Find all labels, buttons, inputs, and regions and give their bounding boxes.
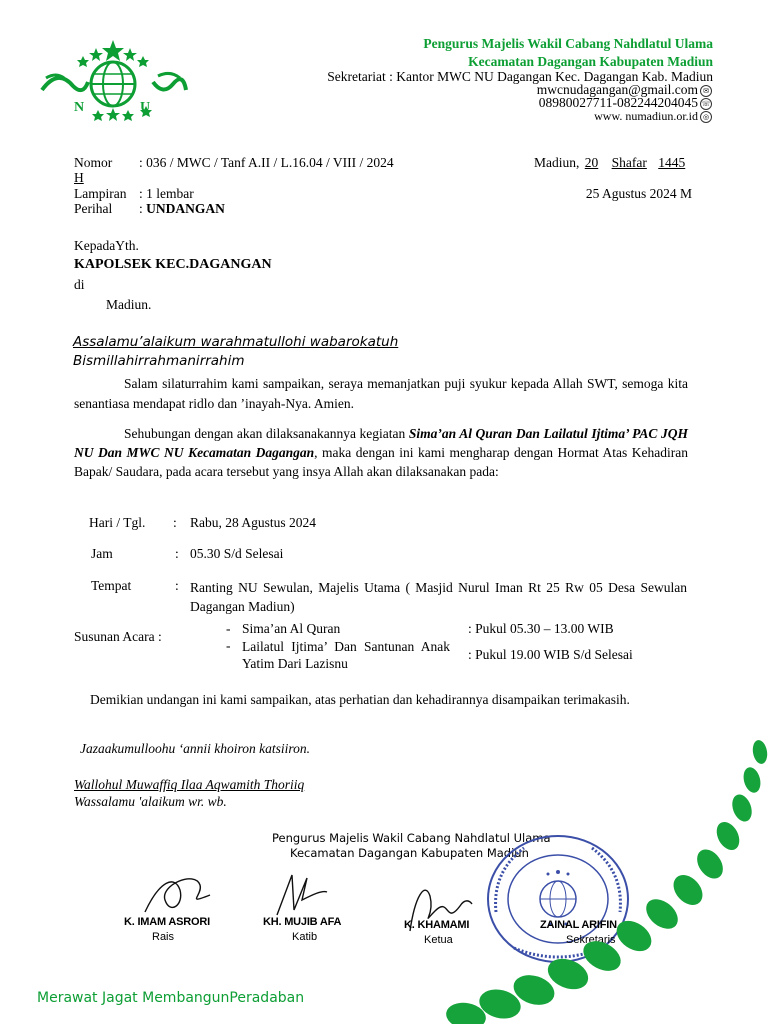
date-hijri-month: Shafar bbox=[611, 155, 647, 170]
signature-org-2: Kecamatan Dagangan Kabupaten Madiun bbox=[290, 846, 529, 860]
recipient-di: di bbox=[74, 277, 85, 292]
paragraph-1: Salam silaturrahim kami sampaikan, seraya memanjatkan puji syukur kepada Allah SWT, semoga kita senantiasa mendapat ridlo dan ’inayah-Nya. Amien. bbox=[74, 376, 688, 411]
place-label: Tempat bbox=[91, 578, 132, 593]
date-masehi: 25 Agustus 2024 M bbox=[585, 186, 692, 201]
header-secretariat: Sekretariat : Kantor MWC NU Dagangan Kec. Dagangan Kab. Madiun bbox=[327, 69, 713, 84]
logo-letter-u: U bbox=[140, 100, 151, 115]
signer-3-name: K. KHAMAMI bbox=[404, 919, 470, 931]
kepada: KepadaYth. bbox=[74, 238, 139, 253]
agenda-item-1-name: Sima’an Al Quran bbox=[242, 621, 341, 636]
nomor-label: Nomor bbox=[74, 155, 113, 170]
day-label: Hari / Tgl. bbox=[89, 515, 146, 530]
header-line-2: Kecamatan Dagangan Kabupaten Madiun bbox=[468, 54, 713, 69]
recipient-name: KAPOLSEK KEC.DAGANGAN bbox=[74, 257, 272, 272]
day-value: Rabu, 28 Agustus 2024 bbox=[190, 515, 317, 530]
agenda-item-1-dash: - bbox=[226, 621, 231, 636]
perihal-label: Perihal bbox=[74, 201, 113, 216]
paragraph-2 bbox=[74, 424, 688, 481]
signer-2-role: Katib bbox=[292, 931, 318, 943]
signer-4-name: ZAINAL ARIFIN bbox=[540, 919, 617, 931]
closing-paragraph: Demikian undangan ini kami sampaikan, atas perhatian dan kehadirannya disampaikan terimakasih. bbox=[90, 692, 630, 707]
nu-globe-icon bbox=[38, 38, 188, 123]
paragraph-2-start: Sehubungan dengan akan dilaksanakannya kegiatan bbox=[124, 426, 409, 441]
nomor-value: : 036 / MWC / Tanf A.II / L.16.04 / VIII / 2024 bbox=[139, 155, 394, 170]
event-name: Sima’an Al Quran Dan Lailatul Ijtima’ PAC JQH NU Dan MWC NU Kecamatan Dagangan bbox=[74, 426, 688, 460]
rope-decoration-icon bbox=[430, 740, 768, 1024]
nu-logo bbox=[38, 38, 188, 123]
date-hijri bbox=[534, 155, 685, 171]
email-icon: ✉ bbox=[700, 85, 712, 97]
date-city: Madiun, bbox=[534, 155, 580, 170]
date-hijri-day: 20 bbox=[584, 155, 599, 170]
agenda-item-2-time: : Pukul 19.00 WIB S/d Selesai bbox=[468, 647, 633, 662]
globe-icon: ◎ bbox=[700, 111, 712, 123]
place-value: Ranting NU Sewulan, Majelis Utama ( Masjid Nurul Iman Rt 25 Rw 05 Desa Sewulan Dagangan Madiun) bbox=[190, 580, 687, 614]
nomor-wrap: H bbox=[74, 170, 84, 185]
signature-scribble-1 bbox=[140, 870, 220, 920]
agenda-label: Susunan Acara : bbox=[74, 629, 162, 644]
time-colon: : bbox=[175, 546, 179, 561]
signer-2-name: KH. MUJIB AFA bbox=[263, 916, 342, 928]
place-colon: : bbox=[175, 578, 179, 593]
perihal-colon: : bbox=[139, 201, 147, 216]
header-website-row bbox=[412, 109, 712, 124]
bismillah: Bismillahirrahmanirrahim bbox=[73, 353, 245, 369]
header-website: www. numadiun.or.id bbox=[594, 109, 698, 123]
day-colon: : bbox=[173, 515, 177, 530]
logo-letter-n: N bbox=[74, 100, 85, 115]
header-phone: 08980027711-082244204045 bbox=[538, 95, 698, 110]
perihal-row bbox=[139, 201, 225, 217]
time-label: Jam bbox=[91, 546, 113, 561]
whatsapp-icon: ☏ bbox=[701, 99, 711, 108]
jazaa: Jazaakumulloohu ‘annii khoiron katsiiron. bbox=[80, 741, 310, 756]
header-email: mwcnudagangan@gmail.com bbox=[536, 82, 698, 97]
recipient-place: Madiun. bbox=[106, 297, 152, 312]
date-hijri-year: 1445 bbox=[658, 155, 686, 170]
salam: Assalamu’alaikum warahmatullohi wabarokatuh bbox=[73, 334, 399, 350]
perihal-value: UNDANGAN bbox=[146, 201, 225, 216]
wassalamu: Wassalamu 'alaikum wr. wb. bbox=[74, 794, 227, 809]
signature-org-1: Pengurus Majelis Wakil Cabang Nahdlatul Ulama bbox=[272, 831, 551, 845]
header-line-1: Pengurus Majelis Wakil Cabang Nahdlatul Ulama bbox=[423, 36, 713, 51]
footer-slogan: Merawat Jagat MembangunPeradaban bbox=[37, 990, 305, 1006]
lampiran-label: Lampiran bbox=[74, 186, 127, 201]
signature-scribble-2 bbox=[272, 870, 332, 920]
signer-3-role: Ketua bbox=[424, 934, 453, 946]
time-value: 05.30 S/d Selesai bbox=[190, 546, 284, 561]
paragraph-2-end: , maka dengan ini kami mengharap dengan Hormat Atas Kehadiran Bapak/ Saudara, pada acara tersebut yang insya Allah akan dilaksanakan pada: bbox=[74, 445, 688, 479]
signer-1-name: K. IMAM ASRORI bbox=[124, 916, 211, 928]
signer-4-role: Sekretaris bbox=[566, 934, 616, 946]
signer-1-role: Rais bbox=[152, 931, 175, 943]
wallohul: Wallohul Muwaffiq Ilaa Aqwamith Thoriiq bbox=[74, 777, 305, 792]
lampiran-value: : 1 lembar bbox=[139, 186, 194, 201]
agenda-item-1-time: : Pukul 05.30 – 13.00 WIB bbox=[468, 621, 614, 636]
agenda-item-2-name: Lailatul Ijtima’ Dan Santunan Anak Yatim Dari Lazisnu bbox=[242, 639, 450, 671]
agenda-item-2-dash: - bbox=[226, 638, 231, 653]
